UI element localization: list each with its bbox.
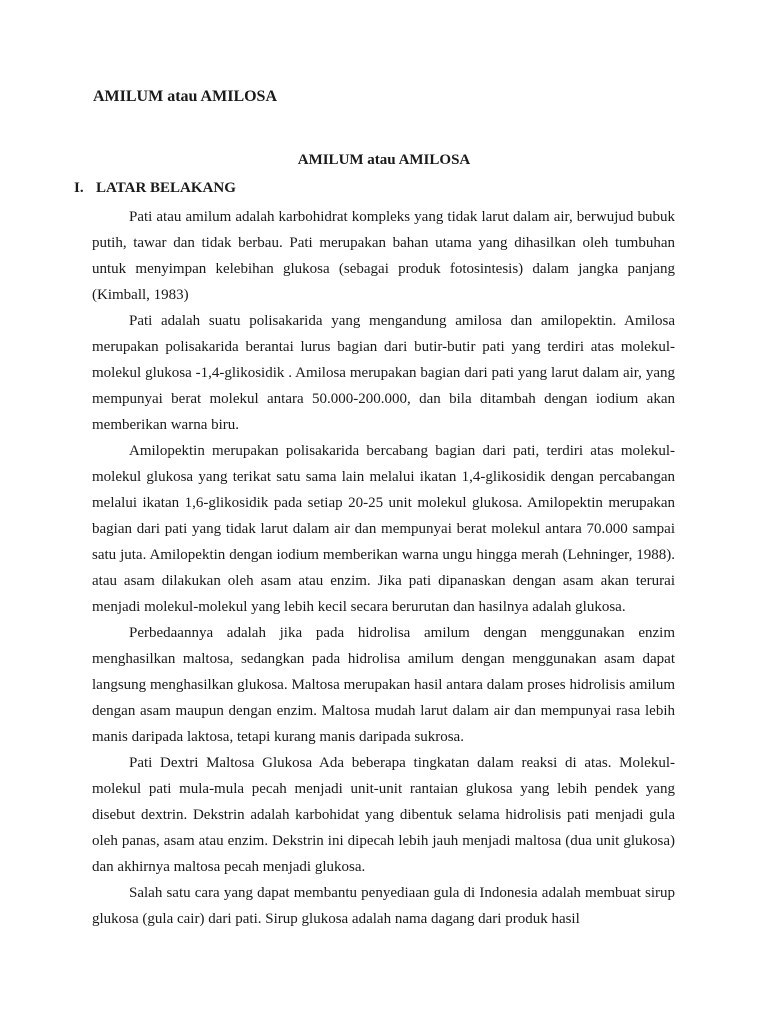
section-number: I. xyxy=(74,180,84,196)
paragraph: Perbedaannya adalah jika pada hidrolisa amilum dengan menggunakan enzim menghasilkan maltosa, sedangkan pada hidrolisa amilum dengan menggunakan asam dapat langsung menghasilkan glukosa. Maltosa merupakan hasil antara dalam proses hidrolisis amilum dengan asam maupun dengan enzim. Maltosa mudah larut dalam air dan mempunyai rasa lebih manis daripada laktosa, tetapi kurang manis daripada sukrosa. xyxy=(92,625,675,745)
document-title: AMILUM atau AMILOSA xyxy=(93,88,278,105)
centered-title: AMILUM atau AMILOSA xyxy=(297,152,471,168)
paragraph-last: Salah satu cara yang dapat membantu penyediaan gula di Indonesia adalah membuat sirup glukosa (gula cair) dari pati. Sirup glukosa adalah nama dagang dari produk hasil xyxy=(92,885,675,927)
paragraph: Pati atau amilum adalah karbohidrat kompleks yang tidak larut dalam air, berwujud bubuk putih, tawar dan tidak berbau. Pati merupakan bahan utama yang dihasilkan oleh tumbuhan untuk menyimpan kelebihan glukosa (sebagai produk fotosintesis) dalam jangka panjang (Kimball, 1983) xyxy=(92,209,675,303)
body-text xyxy=(92,204,675,932)
section-heading-text: LATAR BELAKANG xyxy=(96,180,236,196)
paragraph: Pati Dextri Maltosa Glukosa Ada beberapa tingkatan dalam reaksi di atas. Molekul-molekul pati mula-mula pecah menjadi unit-unit rantaian glukosa yang lebih pendek yang disebut dextrin. Dekstrin adalah karbohidat yang dibentuk selama hidrolisis pati menjadi gula oleh panas, asam atau enzim. Dekstrin ini dipecah lebih jauh menjadi maltosa (dua unit glukosa) dan akhirnya maltosa pecah menjadi glukosa. xyxy=(92,755,675,875)
section-heading xyxy=(74,180,236,197)
paragraph: Amilopektin merupakan polisakarida bercabang bagian dari pati, terdiri atas molekul-molekul glukosa yang terikat satu sama lain melalui ikatan 1,4-glikosidik dengan percabangan melalui ikatan 1,6-glikosidik pada setiap 20-25 unit molekul glukosa. Amilopektin merupakan bagian dari pati yang tidak larut dalam air dan mempunyai berat molekul antara 70.000 sampai satu juta. Amilopektin dengan iodium memberikan warna ungu hingga merah (Lehninger, 1988). atau asam dilakukan oleh asam atau enzim. Jika pati dipanaskan dengan asam akan terurai menjadi molekul-molekul yang lebih kecil secara berurutan dan hasilnya adalah glukosa. xyxy=(92,443,675,615)
paragraph: Pati adalah suatu polisakarida yang mengandung amilosa dan amilopektin. Amilosa merupakan polisakarida berantai lurus bagian dari butir-butir pati yang terdiri atas molekul-molekul glukosa -1,4-glikosidik . Amilosa merupakan bagian dari pati yang larut dalam air, yang mempunyai berat molekul antara 50.000-200.000, dan bila ditambah dengan iodium akan memberikan warna biru. xyxy=(92,313,675,433)
